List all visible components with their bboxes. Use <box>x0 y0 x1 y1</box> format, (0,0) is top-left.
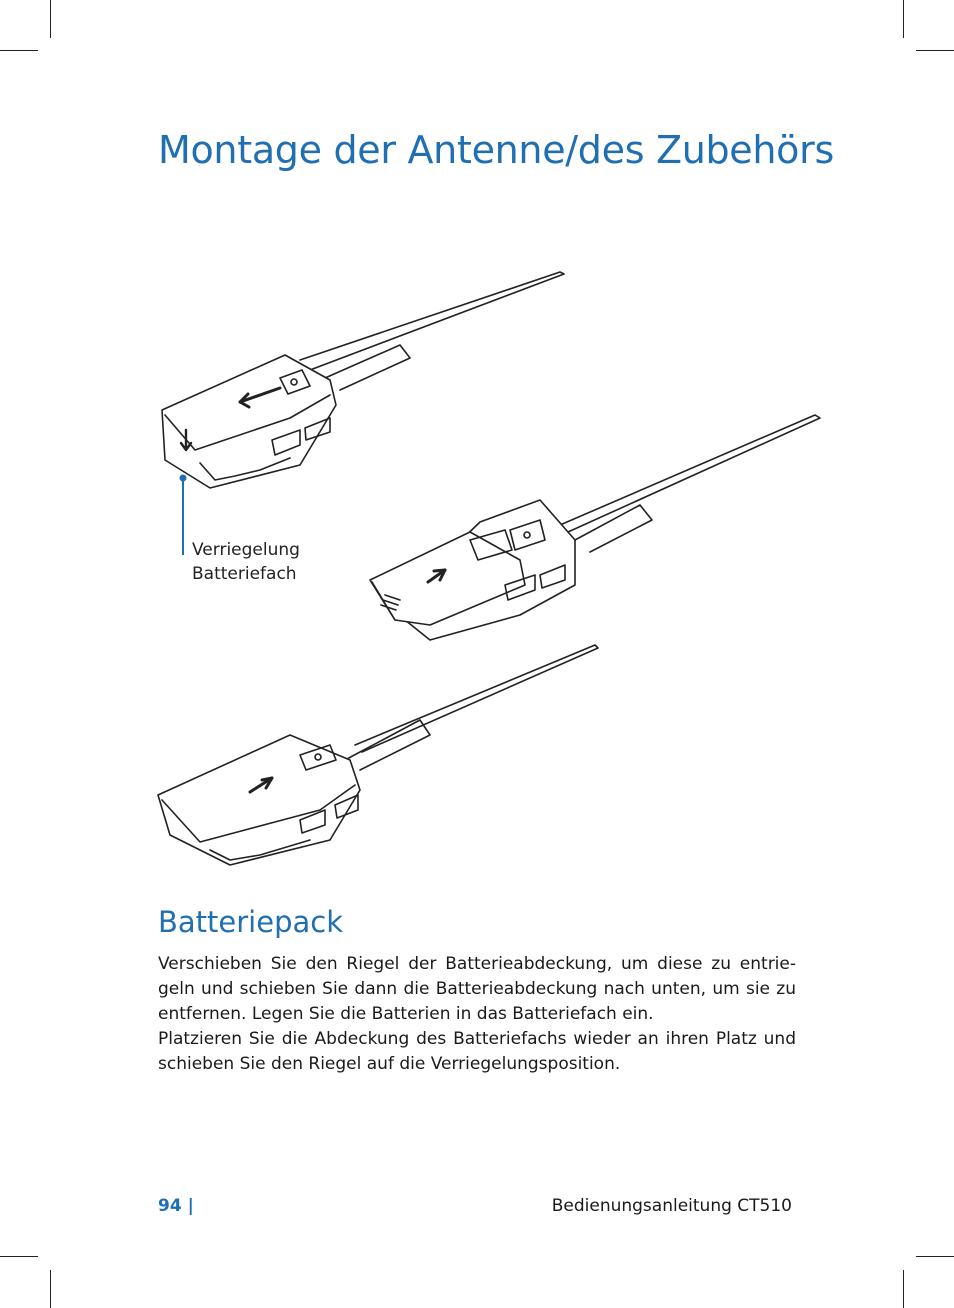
crop-mark <box>916 50 954 51</box>
radio-closed-top <box>162 272 564 488</box>
crop-mark <box>903 0 904 38</box>
crop-mark <box>0 50 38 51</box>
crop-mark <box>50 0 51 38</box>
crop-mark <box>916 1256 954 1257</box>
section-body <box>158 952 796 1077</box>
page-number: 94 | <box>158 1196 194 1216</box>
paragraph: Verschieben Sie den Riegel der Batterieabdeckung, um diese zu entrie-geln und schieben Sie dann die Batterieabdeckung nach unten, um sie zu entfernen. Legen Sie die Batterien in das Batteriefach ein. <box>158 954 796 1024</box>
radio-closed-bottom <box>158 645 598 865</box>
callout-line-2: Batteriefach <box>192 564 297 584</box>
callout-line-1: Verriegelung <box>192 540 300 560</box>
callout-label <box>192 538 300 586</box>
page-title: Montage der Antenne/des Zubehörs <box>158 128 834 172</box>
paragraph: Platzieren Sie die Abdeckung des Batteriefachs wieder an ihren Platz und schieben Sie den Riegel auf die Verriegelungsposition. <box>158 1029 796 1074</box>
radio-open-middle <box>370 415 820 640</box>
section-heading: Batteriepack <box>158 905 343 939</box>
crop-mark <box>0 1256 38 1257</box>
crop-mark <box>903 1270 904 1308</box>
crop-mark <box>50 1270 51 1308</box>
document-title: Bedienungsanleitung CT510 <box>551 1196 792 1216</box>
